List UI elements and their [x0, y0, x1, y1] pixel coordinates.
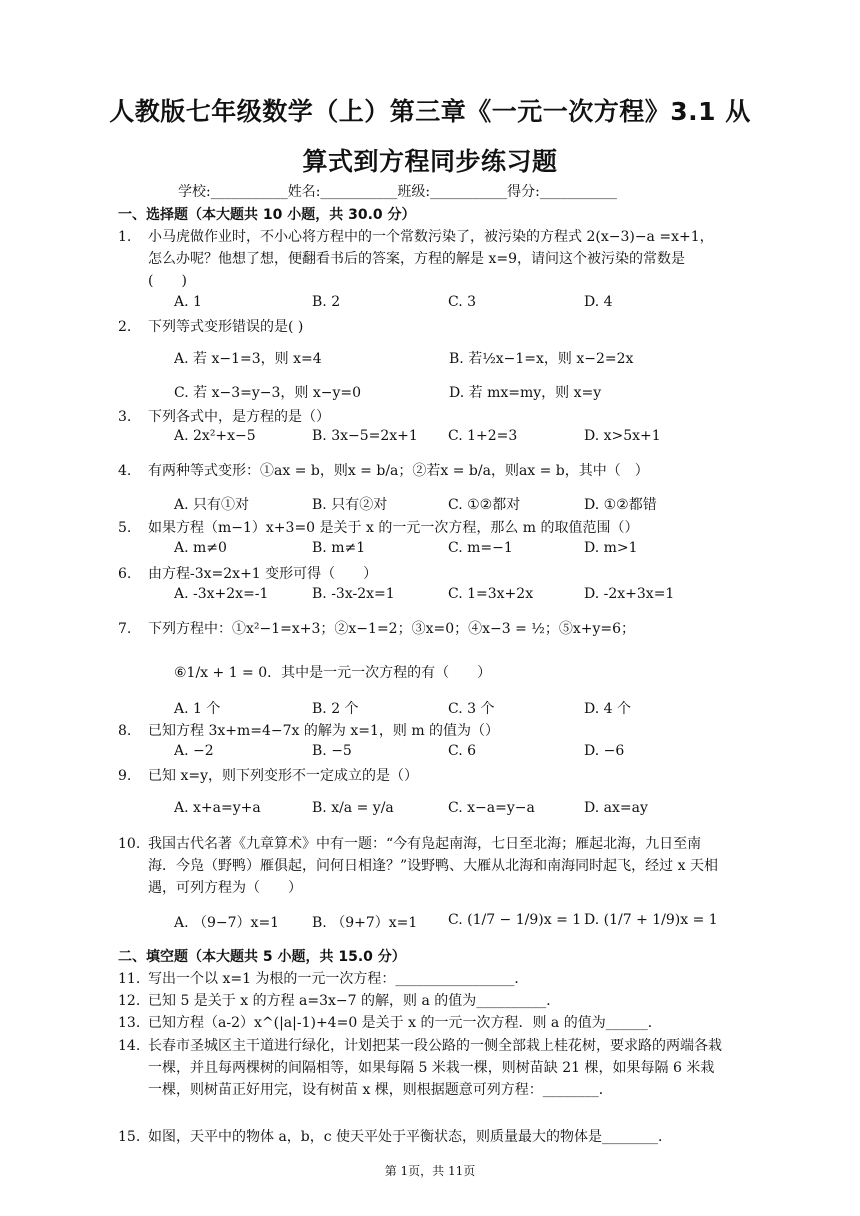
question-number: 14. [118, 1038, 141, 1054]
question-text: 已知 x=y，则下列变形不一定成立的是（） [148, 768, 418, 784]
option-d: D. −6 [584, 743, 625, 759]
option-b: B. （9+7）x=1 [312, 915, 418, 931]
question-text: 已知方程 3x+m=4−7x 的解为 x=1，则 m 的值为（） [148, 723, 500, 739]
question-text: 小马虎做作业时，不小心将方程中的一个常数污染了，被污染的方程式 2(x−3)−a =x+1，怎么办呢？他想了想，便翻看书后的答案，方程的解是 x=9，请问这个被污染的常数是( ) [148, 229, 714, 289]
question-5-options [174, 540, 734, 562]
question-number: 11. [118, 971, 141, 987]
option-b: B. 2 [312, 294, 341, 310]
question-6-options [174, 586, 734, 608]
option-c: C. 3 个 [448, 701, 495, 717]
question-text: 如果方程（m−1）x+3=0 是关于 x 的一元一次方程，那么 m 的取值范围（） [148, 520, 639, 536]
question-text: 如图，天平中的物体 a，b，c 使天平处于平衡状态，则质量最大的物体是________． [148, 1129, 673, 1145]
option-d: D. (1/7 + 1/9)x = 1 [584, 912, 718, 928]
question-number: 4. [118, 463, 132, 479]
question-8 [118, 720, 723, 742]
question-number: 1. [118, 229, 132, 245]
document-title-line2: 算式到方程同步练习题 [302, 147, 558, 176]
option-a: A. −2 [174, 743, 214, 759]
option-a: A. 1 个 [174, 701, 221, 717]
option-b: B. m≠1 [312, 540, 366, 556]
question-4 [118, 460, 723, 482]
question-number: 6. [118, 566, 132, 582]
question-number: 2. [118, 319, 132, 335]
option-c: C. 3 [448, 294, 477, 310]
question-text: 下列等式变形错误的是( ) [148, 319, 304, 335]
option-a: A. -3x+2x=-1 [174, 586, 269, 602]
question-2 [118, 316, 723, 338]
question-3 [118, 406, 723, 428]
option-a: A. x+a=y+a [174, 800, 261, 816]
option-c: C. m=−1 [448, 540, 513, 556]
page-footer: 第 1页，共 11页 [384, 1164, 476, 1178]
question-text: ⑥1/x + 1 = 0．其中是一元一次方程的有（ ） [174, 665, 492, 681]
option-d: D. x>5x+1 [584, 428, 661, 444]
question-text: 已知方程（a-2）x^(|a|-1)+4=0 是关于 x 的一元一次方程．则 a 的值为______． [148, 1015, 662, 1031]
option-b: B. x/a = y/a [312, 800, 394, 816]
question-14 [118, 1035, 723, 1101]
section-heading-fill-blank: 二、填空题（本大题共 5 小题，共 15.0 分） [118, 949, 406, 965]
question-2-options-row2 [174, 382, 734, 404]
question-number: 7. [118, 621, 132, 637]
question-13 [118, 1012, 723, 1034]
question-2-options-row1 [174, 348, 734, 370]
option-c: C. 6 [448, 743, 477, 759]
option-d: D. 4 个 [584, 701, 631, 717]
question-1-options [174, 294, 734, 316]
option-a: A. （9−7）x=1 [174, 915, 280, 931]
question-number: 9. [118, 768, 132, 784]
question-number: 12. [118, 993, 141, 1009]
option-b: B. -3x-2x=1 [312, 586, 395, 602]
question-3-options [174, 428, 734, 450]
question-12 [118, 990, 723, 1012]
question-number: 15. [118, 1129, 141, 1145]
option-a: A. 若 x−1=3，则 x=4 [174, 351, 322, 367]
question-text: 下列方程中：①x²−1=x+3；②x−1=2；③x=0；④x−3 = ½；⑤x+y=6； [148, 621, 636, 637]
option-c: C. (1/7 − 1/9)x = 1 [448, 912, 582, 928]
question-text: 有两种等式变形：①ax = b，则x = b/a；②若x = b/a，则ax = b，其中（ ） [148, 463, 649, 479]
question-15 [118, 1126, 723, 1148]
option-a: A. m≠0 [174, 540, 227, 556]
option-b: B. 若½x−1=x，则 x−2=2x [449, 351, 634, 367]
question-text: 长春市圣城区主干道进行绿化，计划把某一段公路的一侧全部栽上桂花树，要求路的两端各栽一棵，并且每两棵树的间隔相等，如果每隔 5 米栽一棵，则树苗缺 21 棵，如果每隔 6 米栽一棵，则树苗正好用完，设有树苗 x 棵，则根据题意可列方程：________． [148, 1038, 722, 1098]
question-text: 我国古代名著《九章算术》中有一题：“今有凫起南海，七日至北海；雁起北海，九日至南海．今凫（野鸭）雁俱起，问何日相逢？”设野鸭、大雁从北海和南海同时起飞，经过 x 天相遇，可列方程为（ ） [148, 836, 718, 896]
option-c: C. ①②都对 [448, 497, 521, 513]
question-7 [118, 618, 723, 640]
option-a: A. 只有①对 [174, 497, 250, 513]
option-d: D. -2x+3x=1 [584, 586, 675, 602]
question-text: 由方程-3x=2x+1 变形可得（ ） [148, 566, 378, 582]
option-c: C. 1=3x+2x [448, 586, 534, 602]
option-b: B. 3x−5=2x+1 [312, 428, 418, 444]
question-number: 5. [118, 520, 132, 536]
question-7-continued [174, 662, 749, 684]
option-a: A. 2x²+x−5 [174, 428, 256, 444]
option-c: C. 1+2=3 [448, 428, 518, 444]
question-number: 3. [118, 409, 132, 425]
question-text: 下列各式中，是方程的是（） [148, 409, 330, 425]
question-6 [118, 563, 723, 585]
question-text: 已知 5 是关于 x 的方程 a=3x−7 的解，则 a 的值为__________． [148, 993, 561, 1009]
option-d: D. 若 mx=my，则 x=y [449, 385, 602, 401]
question-5 [118, 517, 723, 539]
option-d: D. ax=ay [584, 800, 648, 816]
option-d: D. m>1 [584, 540, 638, 556]
question-9-options [174, 800, 734, 822]
question-8-options [174, 743, 734, 765]
student-info-line: 学校:___________姓名:___________班级:___________得分:___________ [178, 184, 617, 200]
question-number: 10. [118, 836, 141, 852]
section-heading-choice: 一、选择题（本大题共 10 小题，共 30.0 分） [118, 207, 416, 223]
question-9 [118, 765, 723, 787]
option-b: B. −5 [312, 743, 352, 759]
option-d: D. ①②都错 [584, 497, 657, 513]
question-number: 13. [118, 1015, 141, 1031]
option-b: B. 只有②对 [312, 497, 388, 513]
question-number: 8. [118, 723, 132, 739]
question-4-options [174, 494, 734, 516]
option-b: B. 2 个 [312, 701, 359, 717]
question-10-options [174, 912, 734, 934]
question-11 [118, 968, 723, 990]
option-a: A. 1 [174, 294, 202, 310]
question-text: 写出一个以 x=1 为根的一元一次方程：_________________． [148, 971, 529, 987]
question-1 [118, 226, 723, 292]
option-c: C. 若 x−3=y−3，则 x−y=0 [174, 385, 361, 401]
document-title-line1: 人教版七年级数学（上）第三章《一元一次方程》3.1 从 [109, 97, 751, 126]
option-c: C. x−a=y−a [448, 800, 535, 816]
option-d: D. 4 [584, 294, 613, 310]
question-7-options [174, 698, 734, 720]
question-10 [118, 833, 723, 899]
